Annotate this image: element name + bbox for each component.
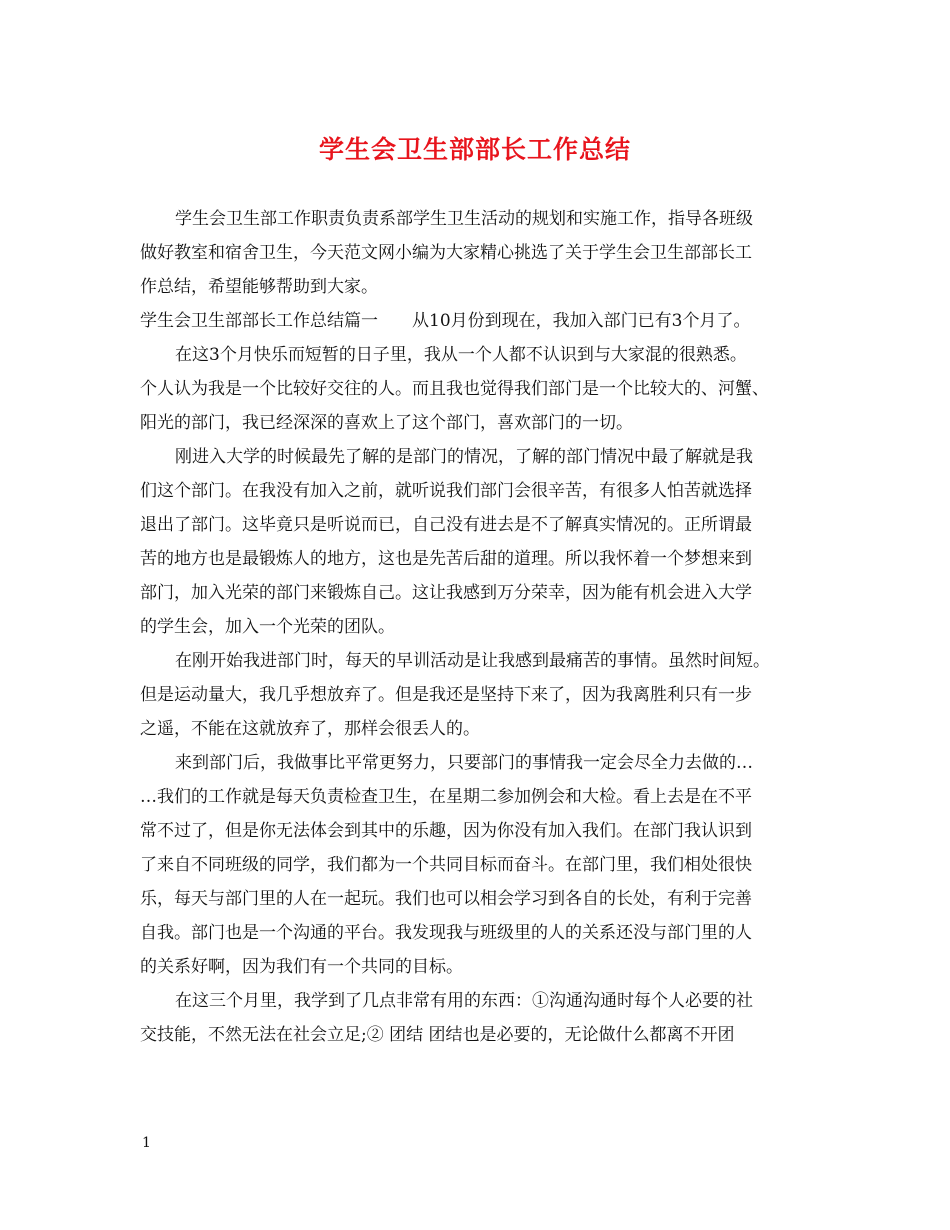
body-line: …我们的工作就是每天负责检查卫生，在星期二参加例会和大检。看上去是在不平 [140,787,752,807]
body-line: 部门，加入光荣的部门来锻炼自己。这让我感到万分荣幸，因为能有机会进入大学 [140,583,752,603]
body-line: 个人认为我是一个比较好交往的人。而且我也觉得我们部门是一个比较大的、河蟹、 [140,379,769,399]
body-line: 交技能，不然无法在社会立足;② 团结 团结也是必要的，无论做什么都离不开团 [140,1025,735,1045]
body-line: 的关系好啊，因为我们有一个共同的目标。 [140,957,463,977]
body-line: 在这三个月里，我学到了几点非常有用的东西：①沟通沟通时每个人必要的社 [175,991,753,1011]
body-line: 来到部门后，我做事比平常更努力，只要部门的事情我一定会尽全力去做的… [175,753,753,773]
body-line: 阳光的部门，我已经深深的喜欢上了这个部门，喜欢部门的一切。 [140,413,633,433]
document-body [140,202,820,1052]
body-line: 们这个部门。在我没有加入之前，就听说我们部门会很辛苦，有很多人怕苦就选择 [140,481,752,501]
body-line: 在这3个月快乐而短暂的日子里，我从一个人都不认识到与大家混的很熟悉。 [175,345,747,365]
page-number: 1 [142,1135,151,1151]
body-line: 了来自不同班级的同学，我们都为一个共同目标而奋斗。在部门里，我们相处很快 [140,855,752,875]
body-line: 学生会卫生部部长工作总结篇一 从10月份到现在，我加入部门已有3个月了。 [140,311,751,331]
body-line: 苦的地方也是最锻炼人的地方，这也是先苦后甜的道理。所以我怀着一个梦想来到 [140,549,752,569]
body-line: 学生会卫生部工作职责负责系部学生卫生活动的规划和实施工作，指导各班级 [175,209,753,229]
body-line: 自我。部门也是一个沟通的平台。我发现我与班级里的人的关系还没与部门里的人 [140,923,752,943]
body-line: 作总结，希望能够帮助到大家。 [140,277,378,297]
document-title: 学生会卫生部部长工作总结 [318,135,631,164]
body-line: 常不过了，但是你无法体会到其中的乐趣，因为你没有加入我们。在部门我认识到 [140,821,752,841]
body-line: 在刚开始我进部门时，每天的早训活动是让我感到最痛苦的事情。虽然时间短。 [175,651,770,671]
body-line: 乐，每天与部门里的人在一起玩。我们也可以相会学习到各自的长处，有利于完善 [140,889,752,909]
body-line: 之遥，不能在这就放弃了，那样会很丢人的。 [140,719,480,739]
body-line: 刚进入大学的时候最先了解的是部门的情况，了解的部门情况中最了解就是我 [175,447,753,467]
body-line: 但是运动量大，我几乎想放弃了。但是我还是坚持下来了，因为我离胜利只有一步 [140,685,752,705]
body-line: 退出了部门。这毕竟只是听说而已，自己没有进去是不了解真实情况的。正所谓最 [140,515,752,535]
body-line: 的学生会，加入一个光荣的团队。 [140,617,395,637]
body-line: 做好教室和宿舍卫生，今天范文网小编为大家精心挑选了关于学生会卫生部部长工 [140,243,752,263]
